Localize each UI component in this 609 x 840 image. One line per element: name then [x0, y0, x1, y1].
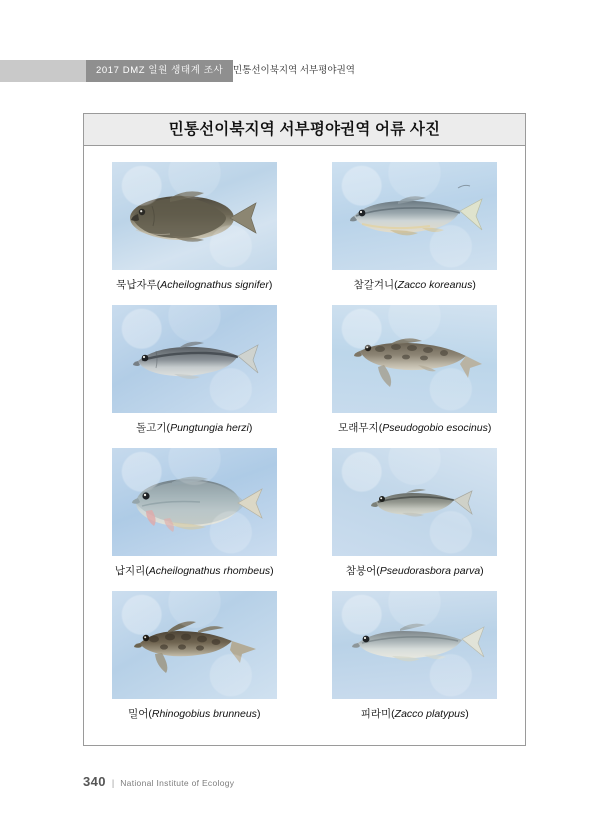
fish-photo-acheilognathus-rhombeus [112, 448, 277, 556]
figure-item [84, 591, 305, 730]
caption-close: ) [472, 279, 476, 291]
plate-title: 민통선이북지역 서부평야권역 어류 사진 [168, 121, 441, 138]
caption-close: ) [248, 422, 253, 434]
caption-korean: 피라미( [360, 708, 395, 720]
header-left-block [0, 60, 86, 82]
caption-scientific: Pungtungia herzi [170, 422, 249, 434]
fish-photo-zacco-platypus [332, 591, 497, 699]
caption-korean: 모래무지( [338, 422, 383, 434]
caption-korean: 묵납자루( [116, 279, 161, 291]
caption-close: ) [487, 422, 492, 434]
header-survey-badge: 2017 DMZ 일원 생태계 조사 [86, 60, 233, 82]
header-section-title: 민통선이북지역 서부평야권역 [233, 65, 355, 76]
caption-close: ) [480, 565, 484, 577]
caption-korean: 참갈겨니( [353, 279, 398, 291]
figure-caption [354, 277, 476, 292]
figure-item [305, 448, 526, 587]
fish-illustration [332, 305, 497, 413]
fish-illustration [112, 591, 277, 699]
caption-korean: 참붕어( [345, 565, 380, 577]
caption-scientific: Rhinogobius brunneus [151, 708, 257, 720]
figure-caption [116, 277, 272, 292]
figure-grid [84, 146, 525, 730]
fish-photo-pseudogobio-esocinus [332, 305, 497, 413]
footer-separator: | [111, 778, 115, 788]
page-footer [83, 774, 526, 789]
caption-scientific: Pseudogobio esocinus [382, 422, 488, 434]
page-header [0, 60, 609, 82]
figure-plate [83, 113, 526, 746]
caption-close: ) [256, 708, 261, 720]
fish-illustration [112, 162, 277, 270]
footer-institute: National Institute of Ecology [120, 778, 235, 788]
figure-item [84, 448, 305, 587]
figure-item [305, 305, 526, 444]
fish-illustration [112, 305, 277, 413]
fish-illustration [112, 448, 277, 556]
caption-korean: 납지리( [114, 565, 149, 577]
caption-scientific: Acheilognathus rhombeus [148, 565, 271, 577]
figure-caption [361, 706, 469, 721]
caption-korean: 돌고기( [136, 422, 171, 434]
page-number: 340 [83, 774, 106, 789]
figure-caption [346, 563, 484, 578]
figure-caption [115, 563, 274, 578]
figure-caption [128, 706, 260, 721]
caption-close: ) [270, 565, 274, 577]
fish-illustration [332, 162, 497, 270]
figure-caption [338, 420, 491, 435]
caption-scientific: Pseudorasbora parva [379, 565, 481, 577]
caption-scientific: Zacco koreanus [397, 279, 473, 291]
figure-item [305, 591, 526, 730]
figure-item [84, 305, 305, 444]
caption-scientific: Acheilognathus signifer [160, 279, 269, 291]
fish-photo-acheilognathus-signifer [112, 162, 277, 270]
caption-close: ) [268, 279, 273, 291]
plate-title-band [84, 114, 525, 146]
fish-photo-pungtungia-herzi [112, 305, 277, 413]
figure-item [84, 162, 305, 301]
caption-korean: 밀어( [128, 708, 152, 720]
fish-photo-zacco-koreanus [332, 162, 497, 270]
figure-item [305, 162, 526, 301]
caption-scientific: Zacco platypus [394, 708, 466, 720]
fish-illustration [332, 448, 497, 556]
fish-illustration [332, 591, 497, 699]
fish-photo-pseudorasbora-parva [332, 448, 497, 556]
figure-caption [136, 420, 252, 435]
fish-photo-rhinogobius-brunneus [112, 591, 277, 699]
caption-close: ) [465, 708, 469, 720]
